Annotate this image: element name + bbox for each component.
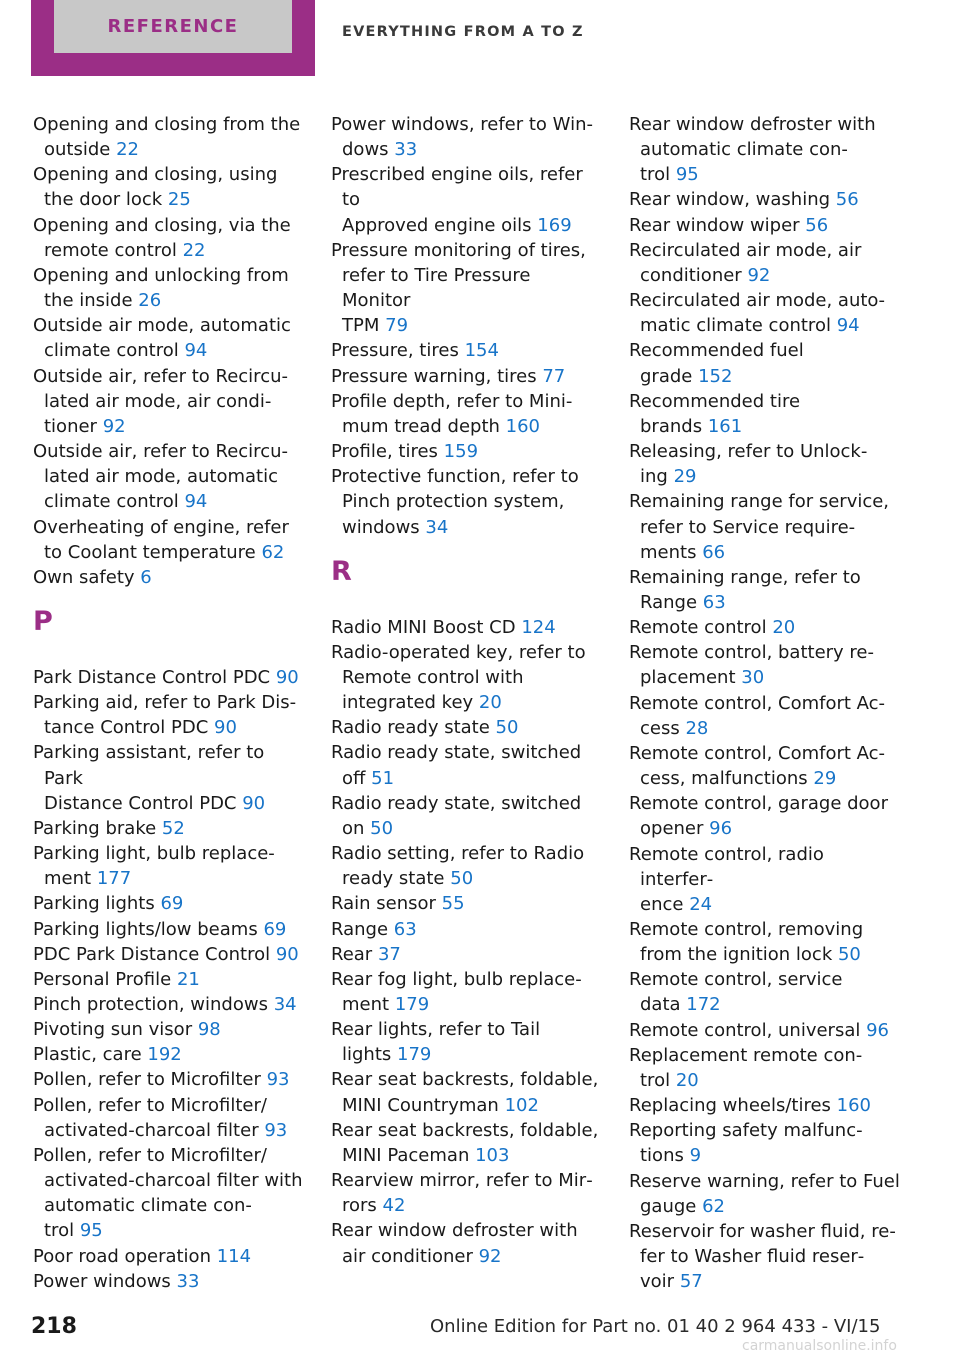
index-entry-text: Protective function, refer to Pinch protection system, windows — [331, 466, 579, 538]
page-reference-link[interactable]: 20 — [478, 692, 502, 714]
index-entry — [331, 338, 603, 363]
index-entry — [629, 1118, 901, 1168]
page-reference-link[interactable]: 63 — [702, 591, 726, 613]
index-entry — [33, 213, 305, 263]
index-entry-text: Remote control, removing from the ignition lock — [629, 919, 864, 966]
letter-heading: R — [331, 555, 352, 587]
page-reference-link[interactable]: 95 — [79, 1220, 103, 1242]
index-entry-text: Pinch protection, windows — [33, 994, 268, 1015]
index-entry-text: Remote control — [629, 617, 767, 639]
index-entry — [33, 112, 305, 162]
index-entry-text: Radio ready state, switched off — [331, 742, 582, 789]
index-column-1 — [33, 112, 305, 1294]
index-entry — [629, 112, 901, 187]
index-entry-text: Remaining range, refer to Range — [629, 566, 861, 613]
index-entry-text: Pivoting sun visor — [33, 1019, 193, 1041]
page-reference-link[interactable]: 62 — [261, 541, 285, 563]
index-entry-text: Rear lights, refer to Tail lights — [331, 1019, 541, 1066]
index-entry-text: Rear window, washing — [629, 189, 831, 211]
index-entry-text: Pressure, tires — [331, 340, 459, 362]
index-entry — [629, 1169, 901, 1219]
index-entry — [629, 691, 901, 741]
page-reference-link[interactable]: 92 — [478, 1245, 502, 1267]
page-reference-link[interactable]: 102 — [504, 1094, 539, 1116]
index-entry-text: Remote control, radio interfer‐ ence — [629, 843, 824, 915]
index-entry — [33, 967, 305, 992]
page-reference-link[interactable]: 56 — [805, 214, 829, 236]
index-entry-text: Profile depth, refer to Mini‐ mum tread depth — [331, 390, 573, 437]
index-entry — [331, 1218, 603, 1268]
index-entry-text: Rear fog light, bulb replace‐ ment — [331, 968, 582, 1015]
index-entry-text: Parking light, bulb replace‐ ment — [33, 843, 275, 890]
page-reference-link[interactable]: 152 — [698, 365, 733, 387]
page-reference-link[interactable]: 172 — [686, 994, 721, 1016]
index-entry-text: Remote control, Comfort Ac‐ cess — [629, 692, 886, 739]
index-entry — [629, 489, 901, 564]
index-entry — [629, 917, 901, 967]
index-entry — [331, 389, 603, 439]
index-entry — [33, 313, 305, 363]
index-entry-text: Prescribed engine oils, refer to Approved engine oils — [331, 164, 583, 236]
page-reference-link[interactable]: 92 — [102, 415, 126, 437]
page-reference-link[interactable]: 51 — [371, 767, 395, 789]
index-entry-text: Outside air, refer to Recircu‐ lated air mode, air condi‐ tioner — [33, 365, 288, 437]
index-entry — [33, 565, 305, 590]
index-entry-text: Range — [331, 918, 389, 940]
index-entry — [33, 841, 305, 891]
index-entry-text: Pressure warning, tires — [331, 365, 537, 387]
page-reference-link[interactable]: 159 — [443, 441, 479, 463]
index-entry-text: Rear seat backrests, foldable, MINI Countryman — [331, 1069, 599, 1116]
index-entry-text: Radio-operated key, refer to Remote control with integrated key — [331, 641, 586, 714]
index-entry-text: Pollen, refer to Microfilter/ activated-charcoal filter — [33, 1094, 267, 1141]
edition-footer: Online Edition for Part no. 01 40 2 964 433 - VI/15 — [430, 1316, 881, 1337]
index-entry-text: Remote control, service data — [629, 969, 843, 1016]
page-reference-link[interactable]: 34 — [425, 516, 449, 538]
page-reference-link[interactable]: 62 — [702, 1195, 726, 1217]
index-entry — [629, 741, 901, 791]
page-reference-link[interactable]: 26 — [138, 290, 162, 312]
page-reference-link[interactable]: 34 — [273, 994, 297, 1015]
index-entry — [331, 1067, 603, 1117]
index-entry-text: Parking assistant, refer to Park Distance Control PDC — [33, 742, 265, 814]
index-entry — [33, 1143, 305, 1244]
index-entry-text: Own safety — [33, 566, 135, 588]
page-reference-link[interactable]: 22 — [182, 239, 206, 261]
index-entry-text: Radio ready state, switched on — [331, 792, 582, 839]
index-entry-text: Overheating of engine, refer to Coolant temperature — [33, 516, 289, 563]
index-entry-text: Pollen, refer to Microfilter/ activated-charcoal filter with automatic climate con‐ trol — [33, 1144, 303, 1242]
page-reference-link[interactable]: 94 — [184, 491, 208, 513]
index-entry — [629, 565, 901, 615]
index-entry — [331, 740, 603, 790]
index-entry-text: Remote control, garage door opener — [629, 793, 888, 840]
index-entry-text: Releasing, refer to Unlock‐ ing — [629, 441, 868, 488]
index-entry-text: Plastic, care — [33, 1044, 142, 1066]
page-reference-link[interactable]: 98 — [197, 1019, 221, 1041]
index-entry — [33, 1017, 305, 1042]
index-column-3 — [629, 112, 901, 1294]
index-entry — [331, 1168, 603, 1218]
index-entry — [629, 1018, 901, 1043]
page-reference-link[interactable]: 55 — [441, 893, 465, 915]
index-entry-text: Outside air mode, automatic climate control — [33, 315, 291, 362]
page-reference-link[interactable]: 24 — [689, 893, 713, 915]
page-reference-link[interactable]: 154 — [464, 340, 499, 362]
index-entry-text: Remote control, Comfort Ac‐ cess, malfunctions — [629, 742, 886, 790]
index-entry — [629, 288, 901, 338]
index-entry — [33, 992, 305, 1017]
index-entry-text: Outside air, refer to Recircu‐ lated air mode, automatic climate control — [33, 441, 288, 513]
page-reference-link[interactable]: 42 — [382, 1195, 406, 1217]
chapter-tab-label: REFERENCE — [107, 16, 239, 37]
index-entry — [331, 1118, 603, 1168]
index-entry — [33, 1244, 305, 1269]
index-entry-text: Poor road operation — [33, 1245, 211, 1267]
page-reference-link[interactable]: 160 — [505, 415, 540, 437]
index-entry-text: Replacement remote con‐ trol — [629, 1044, 863, 1091]
index-column-2 — [331, 112, 603, 1269]
index-entry — [331, 942, 603, 967]
index-entry-text: Opening and closing, via the remote control — [33, 214, 291, 261]
index-entry-text: Rearview mirror, refer to Mir‐ rors — [331, 1170, 593, 1217]
index-entry — [33, 917, 305, 942]
page-reference-link[interactable]: 90 — [242, 792, 266, 814]
site-watermark: carmanualsonline.info — [742, 1338, 897, 1354]
page-reference-link[interactable]: 63 — [393, 918, 417, 940]
index-entry-text: Power windows — [33, 1270, 171, 1292]
index-entry-text: Parking brake — [33, 817, 157, 839]
index-entry — [331, 640, 603, 715]
page-reference-link[interactable]: 192 — [147, 1044, 182, 1066]
index-entry — [331, 967, 603, 1017]
page-reference-link[interactable]: 95 — [675, 164, 699, 186]
index-entry — [629, 842, 901, 917]
index-entry — [331, 238, 603, 339]
page-reference-link[interactable]: 93 — [266, 1069, 290, 1091]
index-entry — [331, 162, 603, 237]
index-entry-text: Opening and closing from the outside — [33, 114, 301, 161]
page-reference-link[interactable]: 96 — [709, 818, 733, 840]
index-entry-text: Profile, tires — [331, 441, 438, 463]
index-entry — [629, 1043, 901, 1093]
page-reference-link[interactable]: 20 — [675, 1069, 699, 1091]
index-entry — [33, 942, 305, 967]
index-entry-text: Parking lights/low beams — [33, 918, 258, 940]
index-entry-text: Reserve warning, refer to Fuel gauge — [629, 1170, 900, 1217]
page-reference-link[interactable]: 20 — [772, 617, 796, 639]
index-entry — [629, 1093, 901, 1118]
index-entry-text: Recirculated air mode, air conditioner — [629, 239, 862, 286]
page-reference-link[interactable]: 94 — [836, 315, 860, 337]
page-reference-link[interactable]: 30 — [741, 667, 765, 689]
index-entry-text: Rear seat backrests, foldable, MINI Paceman — [331, 1119, 599, 1166]
index-entry-text: Pressure monitoring of tires, refer to Tire Pressure Monitor TPM — [331, 239, 586, 337]
index-entry-text: Opening and unlocking from the inside — [33, 264, 289, 312]
index-entry-text: Rear window defroster with air conditioner — [331, 1220, 578, 1267]
page-reference-link[interactable]: 50 — [450, 868, 474, 890]
index-entry — [33, 439, 305, 514]
index-entry-text: Recirculated air mode, auto‐ matic climate control — [629, 290, 885, 337]
page-reference-link[interactable]: 69 — [263, 918, 287, 940]
index-entry — [331, 841, 603, 891]
index-entry — [33, 891, 305, 916]
index-entry — [33, 740, 305, 815]
index-entry — [629, 967, 901, 1017]
index-entry-text: Radio ready state — [331, 717, 490, 739]
chapter-tab-label-box — [54, 0, 292, 53]
page-reference-link[interactable]: 57 — [679, 1271, 703, 1293]
index-entry-text: PDC Park Distance Control — [33, 943, 271, 965]
page-reference-link[interactable]: 33 — [176, 1270, 200, 1292]
page-reference-link[interactable]: 90 — [275, 666, 299, 688]
page-number: 218 — [31, 1314, 77, 1339]
page-reference-link[interactable]: 50 — [370, 817, 394, 839]
page-reference-link[interactable]: 6 — [140, 566, 152, 588]
page-reference-link[interactable]: 79 — [385, 315, 409, 337]
index-entry — [33, 816, 305, 841]
index-entry-text: Remote control, universal — [629, 1019, 861, 1041]
page-reference-link[interactable]: 29 — [813, 768, 837, 790]
index-entry-text: Recommended tire brands — [629, 390, 801, 437]
index-entry — [33, 263, 305, 313]
index-entry-text: Recommended fuel grade — [629, 340, 804, 387]
index-entry — [331, 464, 603, 539]
index-entry — [629, 640, 901, 690]
index-entry-text: Rear window defroster with automatic climate con‐ trol — [629, 114, 876, 186]
page-reference-link[interactable]: 90 — [275, 943, 299, 965]
index-entry-text: Rear window wiper — [629, 214, 800, 236]
page-reference-link[interactable]: 94 — [184, 340, 208, 362]
page-reference-link[interactable]: 21 — [176, 968, 200, 990]
index-entry-text: Remote control, battery re‐ placement — [629, 642, 875, 689]
index-entry-text: Rain sensor — [331, 893, 436, 915]
index-entry-text: Radio setting, refer to Radio ready state — [331, 843, 585, 890]
index-entry — [33, 1093, 305, 1143]
index-entry-text: Remaining range for service, refer to Service require‐ ments — [629, 491, 890, 563]
page-reference-link[interactable]: 179 — [394, 994, 430, 1015]
index-entry — [33, 1067, 305, 1092]
index-entry-text: Radio MINI Boost CD — [331, 616, 516, 638]
index-entry — [331, 917, 603, 942]
index-entry-text: Park Distance Control PDC — [33, 666, 271, 688]
index-entry — [33, 162, 305, 212]
page-reference-link[interactable]: 92 — [747, 264, 771, 286]
index-entry-text: Parking aid, refer to Park Dis‐ tance Control PDC — [33, 692, 297, 739]
index-entry-text: Rear — [331, 943, 373, 965]
index-entry — [33, 690, 305, 740]
index-entry — [33, 364, 305, 439]
page-reference-link[interactable]: 177 — [96, 868, 132, 890]
index-entry — [33, 515, 305, 565]
index-entry — [331, 1017, 603, 1067]
section-title: EVERYTHING FROM A TO Z — [342, 24, 584, 40]
page-reference-link[interactable]: 124 — [521, 616, 556, 638]
page-reference-link[interactable]: 69 — [160, 893, 184, 915]
page-reference-link[interactable]: 96 — [866, 1019, 890, 1041]
index-entry-text: Pollen, refer to Microfilter — [33, 1069, 261, 1091]
page-reference-link[interactable]: 50 — [495, 717, 519, 739]
index-entry — [629, 213, 901, 238]
index-entry-text: Parking lights — [33, 893, 155, 915]
page-reference-link[interactable]: 93 — [264, 1119, 288, 1141]
page-reference-link[interactable]: 52 — [161, 817, 185, 839]
index-entry — [331, 439, 603, 464]
index-entry-text: Opening and closing, using the door lock — [33, 164, 278, 211]
index-entry-text: Personal Profile — [33, 968, 172, 990]
page-reference-link[interactable]: 179 — [397, 1044, 432, 1066]
page-reference-link[interactable]: 90 — [214, 717, 237, 739]
page-reference-link[interactable]: 25 — [167, 189, 191, 211]
index-entry — [33, 665, 305, 690]
index-entry-text: Power windows, refer to Win‐ dows — [331, 114, 593, 161]
page-reference-link[interactable]: 160 — [836, 1095, 872, 1117]
page-reference-link[interactable]: 22 — [116, 139, 139, 161]
page-reference-link[interactable]: 161 — [707, 415, 743, 437]
page-reference-link[interactable]: 28 — [685, 717, 709, 739]
index-entry — [629, 187, 901, 212]
index-entry — [33, 1269, 305, 1294]
page-reference-link[interactable]: 33 — [394, 139, 418, 161]
index-entry — [331, 364, 603, 389]
index-entry — [331, 715, 603, 740]
page-reference-link[interactable]: 77 — [542, 365, 566, 387]
page-reference-link[interactable]: 29 — [673, 466, 697, 488]
index-entry-text: Replacing wheels/tires — [629, 1095, 831, 1117]
index-entry — [33, 1042, 305, 1067]
index-entry-text: Reporting safety malfunc‐ tions — [629, 1120, 863, 1167]
page-reference-link[interactable]: 103 — [475, 1144, 510, 1166]
index-entry — [629, 615, 901, 640]
page-reference-link[interactable]: 56 — [835, 189, 859, 211]
index-entry — [629, 791, 901, 841]
index-entry — [629, 338, 901, 388]
index-entry — [331, 791, 603, 841]
index-entry — [629, 1219, 901, 1294]
index-entry — [331, 891, 603, 916]
page-reference-link[interactable]: 114 — [216, 1245, 252, 1267]
page-reference-link[interactable]: 37 — [377, 943, 401, 965]
page-reference-link[interactable]: 169 — [537, 214, 572, 236]
index-entry — [629, 439, 901, 489]
index-entry — [331, 615, 603, 640]
index-entry — [629, 238, 901, 288]
page-reference-link[interactable]: 50 — [837, 944, 861, 966]
page-reference-link[interactable]: 9 — [689, 1145, 702, 1167]
letter-heading: P — [33, 605, 53, 637]
index-entry-text: Reservoir for washer fluid, re‐ fer to Washer fluid reser‐ voir — [629, 1220, 896, 1293]
index-entry — [331, 112, 603, 162]
index-entry — [629, 389, 901, 439]
page-reference-link[interactable]: 66 — [702, 541, 726, 563]
